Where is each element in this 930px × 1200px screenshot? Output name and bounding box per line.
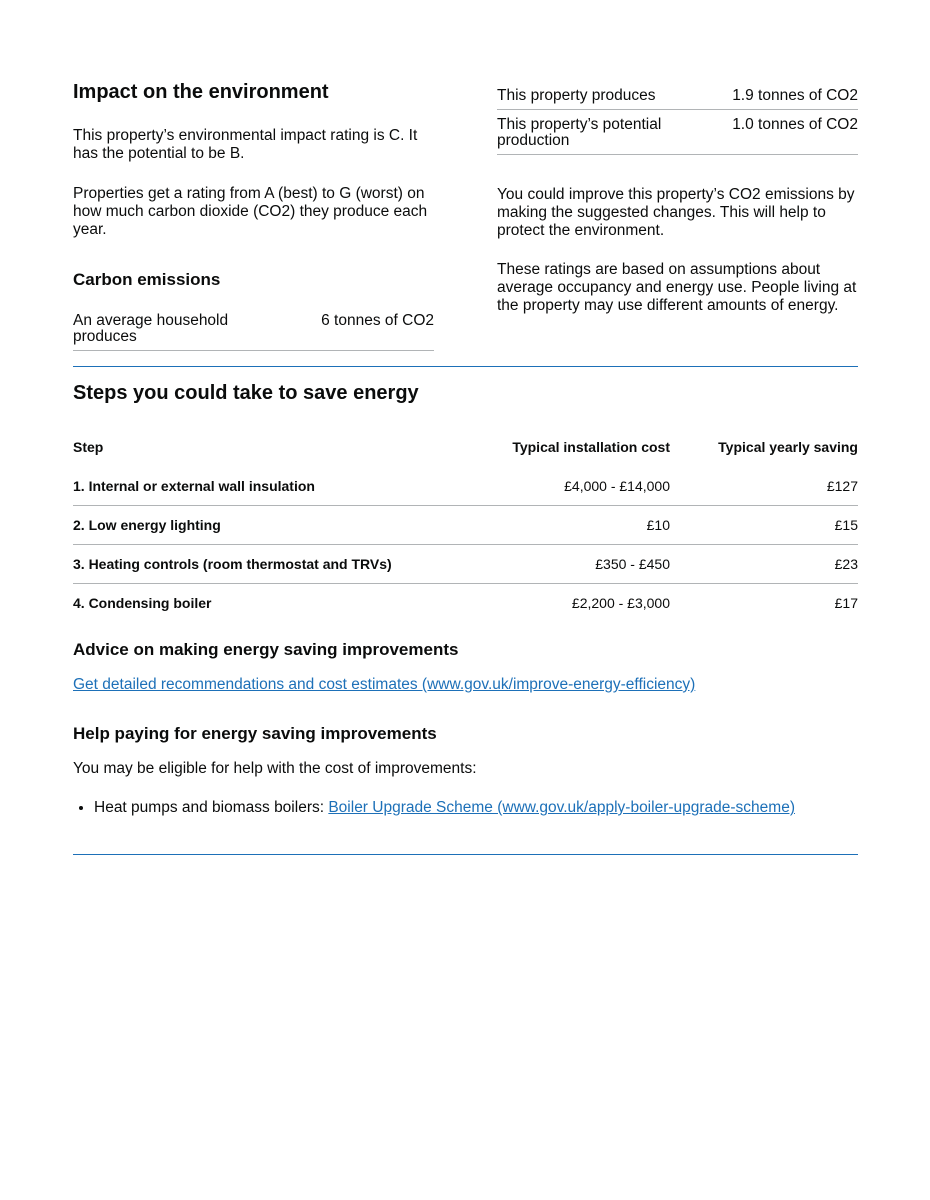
advice-heading: Advice on making energy saving improvements	[73, 640, 459, 659]
step-saving: £23	[670, 545, 858, 584]
step-cost: £10	[470, 506, 670, 545]
footer-divider	[73, 854, 858, 855]
steps-table	[73, 427, 858, 622]
environment-rating-text: This property’s environmental impact rating is C. It has the potential to be B.	[73, 127, 418, 162]
list-item	[94, 799, 879, 817]
property-produces-row	[497, 88, 858, 110]
carbon-emissions-heading: Carbon emissions	[73, 270, 221, 289]
step-name: 1. Internal or external wall insulation	[73, 467, 470, 506]
steps-table-header	[73, 427, 858, 467]
average-household-row	[73, 313, 434, 351]
ratings-assumptions-text: These ratings are based on assumptions about average occupancy and energy use. People living at the property may use different amounts of energy.	[497, 261, 857, 314]
property-produces-label: This property produces	[497, 87, 656, 104]
average-household-label: An average household produces	[73, 312, 229, 345]
help-list	[73, 799, 879, 817]
step-cost: £350 - £450	[470, 545, 670, 584]
step-cost: £4,000 - £14,000	[470, 467, 670, 506]
potential-production-label: This property’s potential production	[497, 116, 662, 149]
table-row	[73, 467, 858, 506]
step-name: 3. Heating controls (room thermostat and TRVs)	[73, 545, 470, 584]
step-name: 2. Low energy lighting	[73, 506, 470, 545]
help-eligibility-text: You may be eligible for help with the cost of improvements:	[73, 760, 477, 777]
help-item-label: Heat pumps and biomass boilers:	[94, 799, 329, 816]
improve-emissions-text: You could improve this property’s CO2 emissions by making the suggested changes. This will help to protect the environment.	[497, 186, 855, 239]
environment-rating-explanation: Properties get a rating from A (best) to G (worst) on how much carbon dioxide (CO2) they produce each year.	[73, 185, 428, 238]
step-saving: £15	[670, 506, 858, 545]
step-name: 4. Condensing boiler	[73, 595, 212, 611]
table-row	[73, 506, 858, 545]
section-divider	[73, 366, 858, 367]
property-produces-value: 1.9 tonnes of CO2	[732, 87, 858, 104]
environment-heading: Impact on the environment	[73, 81, 329, 103]
step-saving: £17	[834, 595, 858, 611]
potential-production-row	[497, 117, 858, 155]
potential-production-value: 1.0 tonnes of CO2	[732, 116, 858, 133]
table-row	[73, 545, 858, 584]
column-header-cost: Typical installation cost	[512, 439, 670, 455]
average-household-value: 6 tonnes of CO2	[321, 312, 434, 329]
boiler-upgrade-scheme-link[interactable]: Boiler Upgrade Scheme (www.gov.uk/apply-boiler-upgrade-scheme)	[328, 799, 795, 816]
step-saving: £127	[670, 467, 858, 506]
improve-energy-efficiency-link[interactable]: Get detailed recommendations and cost estimates (www.gov.uk/improve-energy-efficiency)	[73, 676, 696, 693]
column-header-step: Step	[73, 439, 104, 455]
help-paying-heading: Help paying for energy saving improvements	[73, 724, 437, 743]
column-header-saving: Typical yearly saving	[718, 439, 858, 455]
step-cost: £2,200 - £3,000	[571, 595, 670, 611]
steps-heading: Steps you could take to save energy	[73, 382, 419, 404]
table-row	[73, 584, 858, 623]
